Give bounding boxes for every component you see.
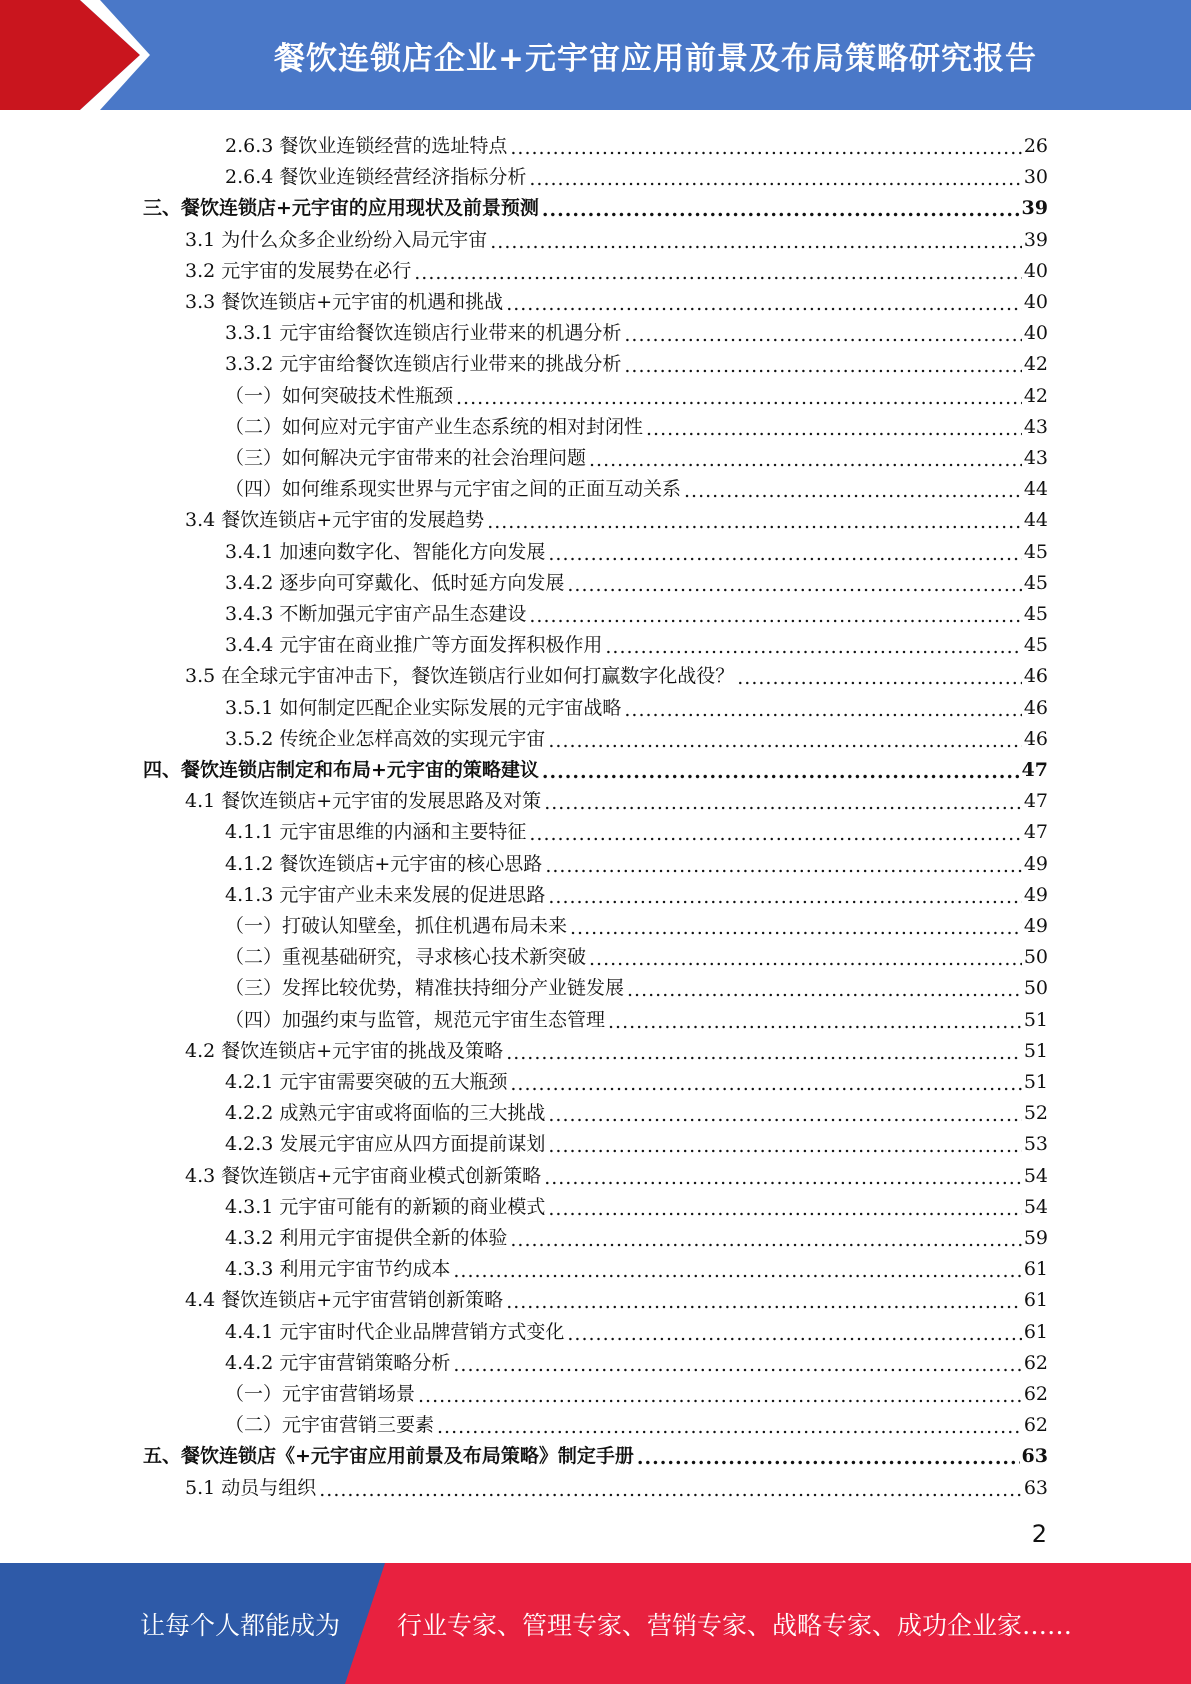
toc-entry-label: （二）重视基础研究，寻求核心技术新突破 — [225, 946, 587, 969]
toc-entry[interactable] — [225, 689, 1048, 720]
toc-dot-leader — [548, 885, 1021, 907]
toc-entry[interactable] — [225, 1063, 1048, 1094]
toc-dot-leader — [490, 230, 1022, 252]
toc-dot-leader — [529, 604, 1021, 626]
toc-entry[interactable] — [185, 1469, 1048, 1500]
toc-dot-leader — [453, 1353, 1021, 1375]
toc-entry[interactable] — [185, 1032, 1048, 1063]
toc-entry[interactable] — [225, 314, 1048, 345]
toc-entry-label: 4.3 餐饮连锁店+元宇宙商业模式创新策略 — [185, 1164, 542, 1187]
toc-dot-leader — [737, 666, 1022, 688]
toc-entry[interactable] — [225, 564, 1048, 595]
toc-dot-leader — [319, 1478, 1022, 1500]
toc-dot-leader — [487, 510, 1022, 532]
toc-dot-leader — [544, 791, 1022, 813]
toc-dot-leader — [542, 198, 1020, 220]
toc-entry-label: 3.5.1 如何制定匹配企业实际发展的元宇宙战略 — [225, 696, 622, 719]
toc-entry[interactable] — [225, 533, 1048, 564]
toc-dot-leader — [510, 1228, 1021, 1250]
toc-entry-page: 49 — [1023, 852, 1048, 875]
toc-entry-label: 4.2.3 发展元宇宙应从四方面提前谋划 — [225, 1133, 546, 1156]
toc-entry-page: 43 — [1023, 415, 1048, 438]
toc-dot-leader — [567, 573, 1021, 595]
toc-entry[interactable] — [225, 1250, 1048, 1281]
toc-dot-leader — [529, 167, 1021, 189]
toc-dot-leader — [624, 323, 1021, 345]
toc-dot-leader — [510, 136, 1021, 158]
toc-entry-page: 43 — [1023, 447, 1048, 469]
toc-entry-page: 62 — [1023, 1383, 1048, 1405]
toc-dot-leader — [437, 1415, 1022, 1437]
toc-dot-leader — [506, 1041, 1022, 1063]
toc-entry-page: 47 — [1021, 759, 1048, 781]
toc-entry[interactable] — [185, 657, 1048, 688]
toc-dot-leader — [456, 386, 1022, 408]
toc-entry-page: 45 — [1023, 571, 1048, 594]
toc-entry-page: 47 — [1023, 821, 1048, 844]
toc-entry-label: 3.4.2 逐步向可穿戴化、低时延方向发展 — [225, 571, 565, 594]
toc-entry-page: 26 — [1023, 135, 1048, 157]
toc-entry-page: 40 — [1023, 291, 1048, 313]
toc-entry[interactable] — [225, 408, 1048, 439]
toc-entry[interactable] — [225, 1094, 1048, 1125]
toc-dot-leader — [624, 698, 1021, 720]
toc-entry-page: 50 — [1023, 946, 1048, 969]
toc-entry[interactable] — [225, 813, 1048, 844]
toc-entry-page: 42 — [1023, 384, 1048, 407]
toc-entry[interactable] — [225, 1188, 1048, 1219]
toc-dot-leader — [637, 1446, 1020, 1468]
toc-dot-leader — [548, 1103, 1021, 1125]
toc-entry-page: 63 — [1023, 1476, 1048, 1499]
toc-entry[interactable] — [185, 501, 1048, 532]
toc-entry-label: 4.4.1 元宇宙时代企业品牌营销方式变化 — [225, 1320, 565, 1343]
toc-entry-label: （四）如何维系现实世界与元宇宙之间的正面互动关系 — [225, 478, 682, 501]
toc-entry-page: 46 — [1023, 727, 1048, 750]
toc-entry-page: 40 — [1023, 259, 1048, 282]
toc-dot-leader — [453, 1259, 1021, 1281]
toc-entry-label: （三）发挥比较优势，精准扶持细分产业链发展 — [225, 977, 625, 1000]
toc-entry[interactable] — [225, 938, 1048, 969]
toc-dot-leader — [418, 1384, 1022, 1406]
toc-entry-label: 4.1.3 元宇宙产业未来发展的促进思路 — [225, 883, 546, 906]
toc-entry-label: 4.4 餐饮连锁店+元宇宙营销创新策略 — [185, 1289, 504, 1312]
toc-entry-label: （一）打破认知壁垒，抓住机遇布局未来 — [225, 915, 568, 937]
toc-entry[interactable] — [185, 221, 1048, 252]
toc-entry[interactable] — [225, 127, 1048, 158]
toc-dot-leader — [605, 635, 1021, 657]
toc-entry-page: 47 — [1023, 790, 1048, 813]
toc-dot-leader — [506, 1290, 1022, 1312]
page-number: 2 — [1031, 1520, 1047, 1548]
toc-entry-label: （二）如何应对元宇宙产业生态系统的相对封闭性 — [225, 415, 644, 438]
toc-entry-page: 63 — [1021, 1445, 1048, 1468]
toc-dot-leader — [589, 448, 1022, 470]
toc-entry-label: （四）加强约束与监管，规范元宇宙生态管理 — [225, 1008, 606, 1031]
toc-entry-label: 3.5.2 传统企业怎样高效的实现元宇宙 — [225, 727, 546, 750]
toc-entry-page: 59 — [1023, 1227, 1048, 1249]
toc-entry-label: 4.2 餐饮连锁店+元宇宙的挑战及策略 — [185, 1039, 504, 1062]
toc-entry-label: 4.3.3 利用元宇宙节约成本 — [225, 1258, 451, 1281]
footer-slogan-left: 让每个人都能成为 — [140, 1610, 341, 1640]
toc-entry[interactable] — [143, 1437, 1048, 1468]
toc-dot-leader — [548, 1197, 1021, 1219]
toc-entry-label: 3.4.4 元宇宙在商业推广等方面发挥积极作用 — [225, 634, 603, 657]
toc-entry[interactable] — [225, 1344, 1048, 1375]
toc-dot-leader — [548, 729, 1021, 751]
toc-dot-leader — [646, 417, 1022, 439]
toc-entry-label: 4.3.1 元宇宙可能有的新颖的商业模式 — [225, 1195, 546, 1218]
toc-entry[interactable] — [225, 1125, 1048, 1156]
toc-entry-label: 3.3 餐饮连锁店+元宇宙的机遇和挑战 — [185, 291, 504, 313]
toc-entry-label: 2.6.4 餐饮业连锁经营经济指标分析 — [225, 166, 527, 189]
footer-slogan-right: 行业专家、管理专家、营销专家、战略专家、成功企业家…… — [397, 1610, 1073, 1640]
toc-entry-page: 49 — [1023, 883, 1048, 906]
toc-entry-page: 62 — [1023, 1351, 1048, 1374]
toc-entry-label: （一）如何突破技术性瓶颈 — [225, 384, 454, 407]
toc-entry-label: 3.3.1 元宇宙给餐饮连锁店行业带来的机遇分析 — [225, 322, 622, 345]
toc-entry-label: 三、餐饮连锁店+元宇宙的应用现状及前景预测 — [143, 197, 539, 220]
toc-entry-label: （二）元宇宙营销三要素 — [225, 1414, 435, 1437]
toc-entry-label: 3.4 餐饮连锁店+元宇宙的发展趋势 — [185, 509, 485, 532]
toc-entry-label: 3.2 元宇宙的发展势在必行 — [185, 259, 412, 282]
toc-entry-page: 40 — [1023, 322, 1048, 345]
toc-dot-leader — [506, 292, 1022, 314]
toc-entry-label: 4.4.2 元宇宙营销策略分析 — [225, 1351, 451, 1374]
toc-entry[interactable] — [225, 470, 1048, 501]
toc-entry[interactable] — [225, 1313, 1048, 1344]
toc-entry[interactable] — [185, 1157, 1048, 1188]
toc-entry[interactable] — [225, 1001, 1048, 1032]
toc-entry-label: 3.1 为什么众多企业纷纷入局元宇宙 — [185, 228, 488, 251]
toc-entry[interactable] — [225, 439, 1048, 470]
toc-entry[interactable] — [225, 1375, 1048, 1406]
toc-entry[interactable] — [225, 158, 1048, 189]
toc-dot-leader — [544, 1166, 1022, 1188]
toc-entry-page: 46 — [1023, 665, 1048, 688]
toc-entry[interactable] — [185, 252, 1048, 283]
toc-entry-label: 3.3.2 元宇宙给餐饮连锁店行业带来的挑战分析 — [225, 353, 622, 376]
toc-dot-leader — [627, 978, 1022, 1000]
toc-entry-page: 30 — [1023, 166, 1048, 189]
toc-dot-leader — [542, 760, 1020, 782]
toc-entry-page: 52 — [1023, 1102, 1048, 1125]
toc-entry-page: 53 — [1023, 1133, 1048, 1156]
toc-entry[interactable] — [225, 969, 1048, 1000]
toc-entry-page: 46 — [1023, 696, 1048, 719]
toc-entry-page: 45 — [1023, 634, 1048, 657]
toc-entry-label: 4.3.2 利用元宇宙提供全新的体验 — [225, 1227, 508, 1249]
toc-entry-label: 4.2.1 元宇宙需要突破的五大瓶颈 — [225, 1071, 508, 1093]
toc-entry[interactable] — [225, 907, 1048, 938]
toc-entry[interactable] — [225, 626, 1048, 657]
toc-dot-leader — [510, 1072, 1021, 1094]
toc-entry-page: 44 — [1023, 509, 1048, 532]
toc-entry-page: 54 — [1023, 1195, 1048, 1218]
toc-entry-page: 39 — [1023, 228, 1048, 251]
toc-entry-page: 50 — [1023, 977, 1048, 1000]
page-header — [0, 0, 1191, 110]
toc-entry-page: 61 — [1023, 1289, 1048, 1312]
toc-entry-page: 51 — [1023, 1008, 1048, 1031]
toc-dot-leader — [548, 1134, 1021, 1156]
toc-entry-label: 五、餐饮连锁店《+元宇宙应用前景及布局策略》制定手册 — [143, 1445, 634, 1468]
toc-entry[interactable] — [225, 595, 1048, 626]
toc-entry[interactable] — [225, 876, 1048, 907]
toc-entry-label: 4.1.1 元宇宙思维的内涵和主要特征 — [225, 821, 527, 844]
toc-entry-page: 44 — [1023, 478, 1048, 501]
toc-entry-label: 5.1 动员与组织 — [185, 1476, 317, 1499]
toc-entry-label: 3.4.1 加速向数字化、智能化方向发展 — [225, 540, 546, 563]
toc-entry[interactable] — [225, 1219, 1048, 1250]
toc-dot-leader — [529, 822, 1021, 844]
toc-entry-label: 3.5 在全球元宇宙冲击下，餐饮连锁店行业如何打赢数字化战役？ — [185, 665, 735, 688]
toc-entry-label: （三）如何解决元宇宙带来的社会治理问题 — [225, 447, 587, 469]
toc-dot-leader — [545, 854, 1022, 876]
toc-entry-page: 51 — [1023, 1039, 1048, 1062]
toc-entry-label: 4.1.2 餐饮连锁店+元宇宙的核心思路 — [225, 852, 543, 875]
toc-entry[interactable] — [225, 345, 1048, 376]
toc-dot-leader — [567, 1322, 1021, 1344]
toc-entry-label: 4.2.2 成熟元宇宙或将面临的三大挑战 — [225, 1102, 546, 1125]
toc-dot-leader — [548, 542, 1021, 564]
toc-dot-leader — [608, 1010, 1022, 1032]
toc-entry-label: 4.1 餐饮连锁店+元宇宙的发展思路及对策 — [185, 790, 542, 813]
toc-entry-page: 49 — [1023, 915, 1048, 937]
toc-entry[interactable] — [185, 1281, 1048, 1312]
toc-entry[interactable] — [225, 720, 1048, 751]
toc-entry-page: 62 — [1023, 1414, 1048, 1437]
toc-entry-label: 3.4.3 不断加强元宇宙产品生态建设 — [225, 603, 527, 625]
toc-entry-label: 2.6.3 餐饮业连锁经营的选址特点 — [225, 135, 508, 157]
header-arrow-logo — [0, 0, 150, 110]
toc-entry-page: 45 — [1023, 603, 1048, 625]
toc-dot-leader — [589, 947, 1022, 969]
toc-entry-page: 39 — [1021, 197, 1048, 220]
toc-entry-page: 51 — [1023, 1071, 1048, 1093]
page-footer — [0, 1563, 1191, 1684]
toc-dot-leader — [684, 479, 1022, 501]
toc-entry-page: 61 — [1023, 1320, 1048, 1343]
toc-entry[interactable] — [225, 1406, 1048, 1437]
toc-entry-page: 42 — [1023, 353, 1048, 376]
toc-entry[interactable] — [185, 782, 1048, 813]
toc-entry[interactable] — [185, 283, 1048, 314]
toc-entry[interactable] — [225, 845, 1048, 876]
header-title: 餐饮连锁店企业+元宇宙应用前景及布局策略研究报告 — [274, 40, 1037, 77]
toc-dot-leader — [624, 354, 1021, 376]
toc-entry-page: 61 — [1023, 1258, 1048, 1281]
toc-entry-page: 54 — [1023, 1164, 1048, 1187]
toc-entry[interactable] — [143, 189, 1048, 220]
toc-entry-label: （一）元宇宙营销场景 — [225, 1383, 416, 1405]
toc-dot-leader — [414, 261, 1022, 283]
toc-entry[interactable] — [143, 751, 1048, 782]
toc-entry[interactable] — [225, 377, 1048, 408]
toc-dot-leader — [570, 916, 1022, 938]
toc-entry-page: 45 — [1023, 540, 1048, 563]
toc-entry-label: 四、餐饮连锁店制定和布局+元宇宙的策略建议 — [143, 759, 539, 781]
